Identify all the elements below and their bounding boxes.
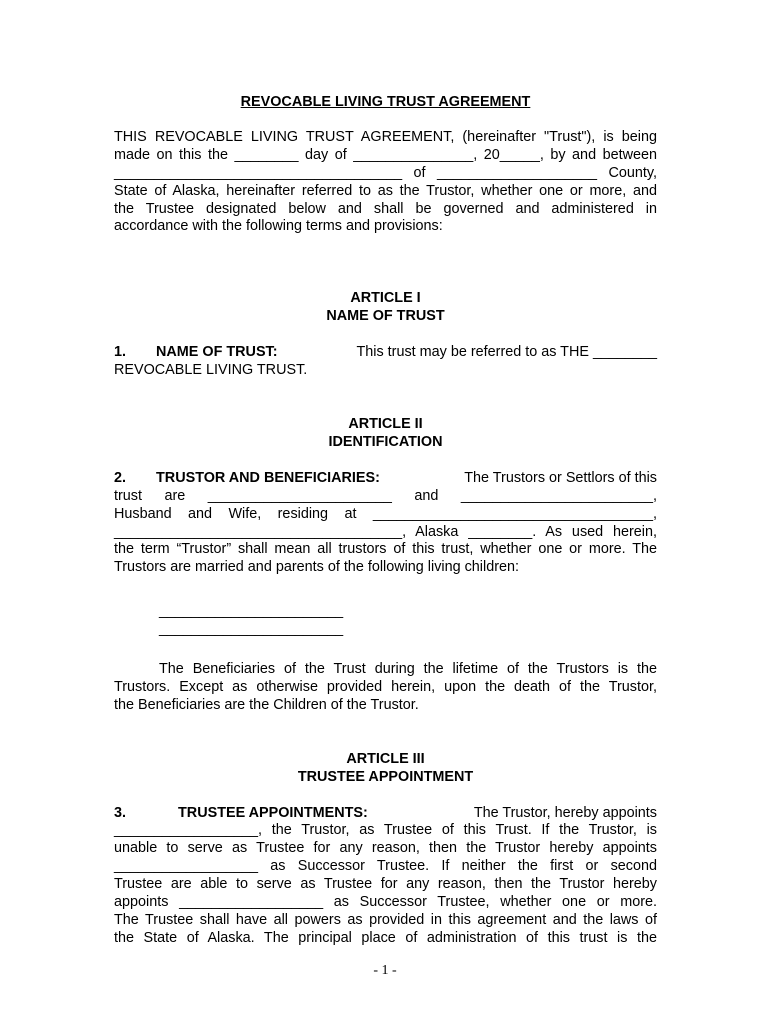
section-1-line-2: REVOCABLE LIVING TRUST. — [114, 362, 308, 379]
article-2-heading: ARTICLE II — [348, 415, 423, 432]
beneficiaries-paragraph — [114, 661, 657, 715]
article-1-heading: ARTICLE I — [350, 290, 421, 307]
section-3-body — [114, 822, 657, 947]
section-1-number: 1. — [114, 344, 127, 361]
section-1-line-1 — [114, 344, 657, 362]
section-2-line: Trustors are married and parents of the following living children: — [114, 559, 519, 576]
section-3-line-1 — [114, 805, 657, 823]
beneficiaries-line: Trustors. Except as otherwise provided herein, upon the death of the Trustor, — [114, 678, 657, 695]
section-1-text: This trust may be referred to as THE ________ — [356, 344, 657, 361]
document-title: REVOCABLE LIVING TRUST AGREEMENT — [240, 94, 531, 110]
beneficiaries-line: the Beneficiaries are the Children of the Trustor. — [114, 696, 419, 713]
section-2-line: the term “Trustor” shall mean all trustors of this trust, whether one or more. The — [114, 541, 657, 558]
section-2-line-1 — [114, 470, 657, 488]
section-3-title: TRUSTEE APPOINTMENTS: — [178, 804, 368, 821]
section-3-line: unable to serve as Trustee for any reason, then the Trustor hereby appoints — [114, 840, 657, 857]
intro-paragraph — [114, 129, 657, 236]
article-1-subheading: NAME OF TRUST — [326, 308, 445, 325]
section-2-title: TRUSTOR AND BENEFICIARIES: — [156, 469, 380, 486]
section-3-line: __________________ as Successor Trustee. If neither the first or second — [114, 858, 657, 875]
children-list — [159, 603, 657, 639]
section-2-line: ____________________________________, Alaska ________. As used herein, — [114, 523, 657, 540]
section-3-line: appoints __________________ as Successor Trustee, whether one or more. — [114, 894, 657, 911]
section-1 — [114, 344, 657, 380]
section-1-title: NAME OF TRUST: — [156, 344, 278, 361]
section-3 — [114, 805, 657, 948]
article-3-subheading: TRUSTEE APPOINTMENT — [297, 768, 474, 785]
section-2-text: The Trustors or Settlors of this — [464, 469, 657, 486]
section-2-number: 2. — [114, 469, 127, 486]
intro-line: the Trustee designated below and shall be governed and administered in — [114, 200, 657, 217]
section-3-text: The Trustor, hereby appoints — [473, 804, 657, 821]
intro-line: THIS REVOCABLE LIVING TRUST AGREEMENT, (hereinafter "Trust"), is being — [114, 128, 657, 145]
child-blank: _______________________ — [159, 603, 344, 620]
section-2 — [114, 470, 657, 577]
intro-line: accordance with the following terms and provisions: — [114, 218, 443, 235]
intro-line: made on this the ________ day of _______________, 20_____, by and between — [114, 146, 657, 163]
section-2-body — [114, 488, 657, 578]
article-2-subheading: IDENTIFICATION — [328, 433, 443, 450]
section-2-line: trust are _______________________ and ________________________, — [114, 487, 657, 504]
intro-line: ____________________________________ of ____________________ County, — [114, 164, 657, 181]
article-3-heading: ARTICLE III — [346, 750, 425, 767]
section-3-line: Trustee are able to serve as Trustee for any reason, then the Trustor hereby — [114, 876, 657, 893]
section-3-line: The Trustee shall have all powers as provided in this agreement and the laws of — [114, 912, 657, 928]
section-2-line: Husband and Wife, residing at ___________________________________, — [114, 505, 657, 522]
document-body — [114, 94, 657, 948]
intro-line: State of Alaska, hereinafter referred to as the Trustor, whether one or more, and — [114, 182, 657, 199]
section-3-line: the State of Alaska. The principal place of administration of this trust is the — [114, 929, 657, 946]
section-3-number: 3. — [114, 804, 127, 821]
page-number: - 1 - — [373, 963, 397, 978]
beneficiaries-line: The Beneficiaries of the Trust during the lifetime of the Trustors is the — [159, 661, 657, 678]
child-blank: _______________________ — [159, 621, 344, 638]
section-3-line: __________________, the Trustor, as Trustee of this Trust. If the Trustor, is — [114, 822, 657, 839]
